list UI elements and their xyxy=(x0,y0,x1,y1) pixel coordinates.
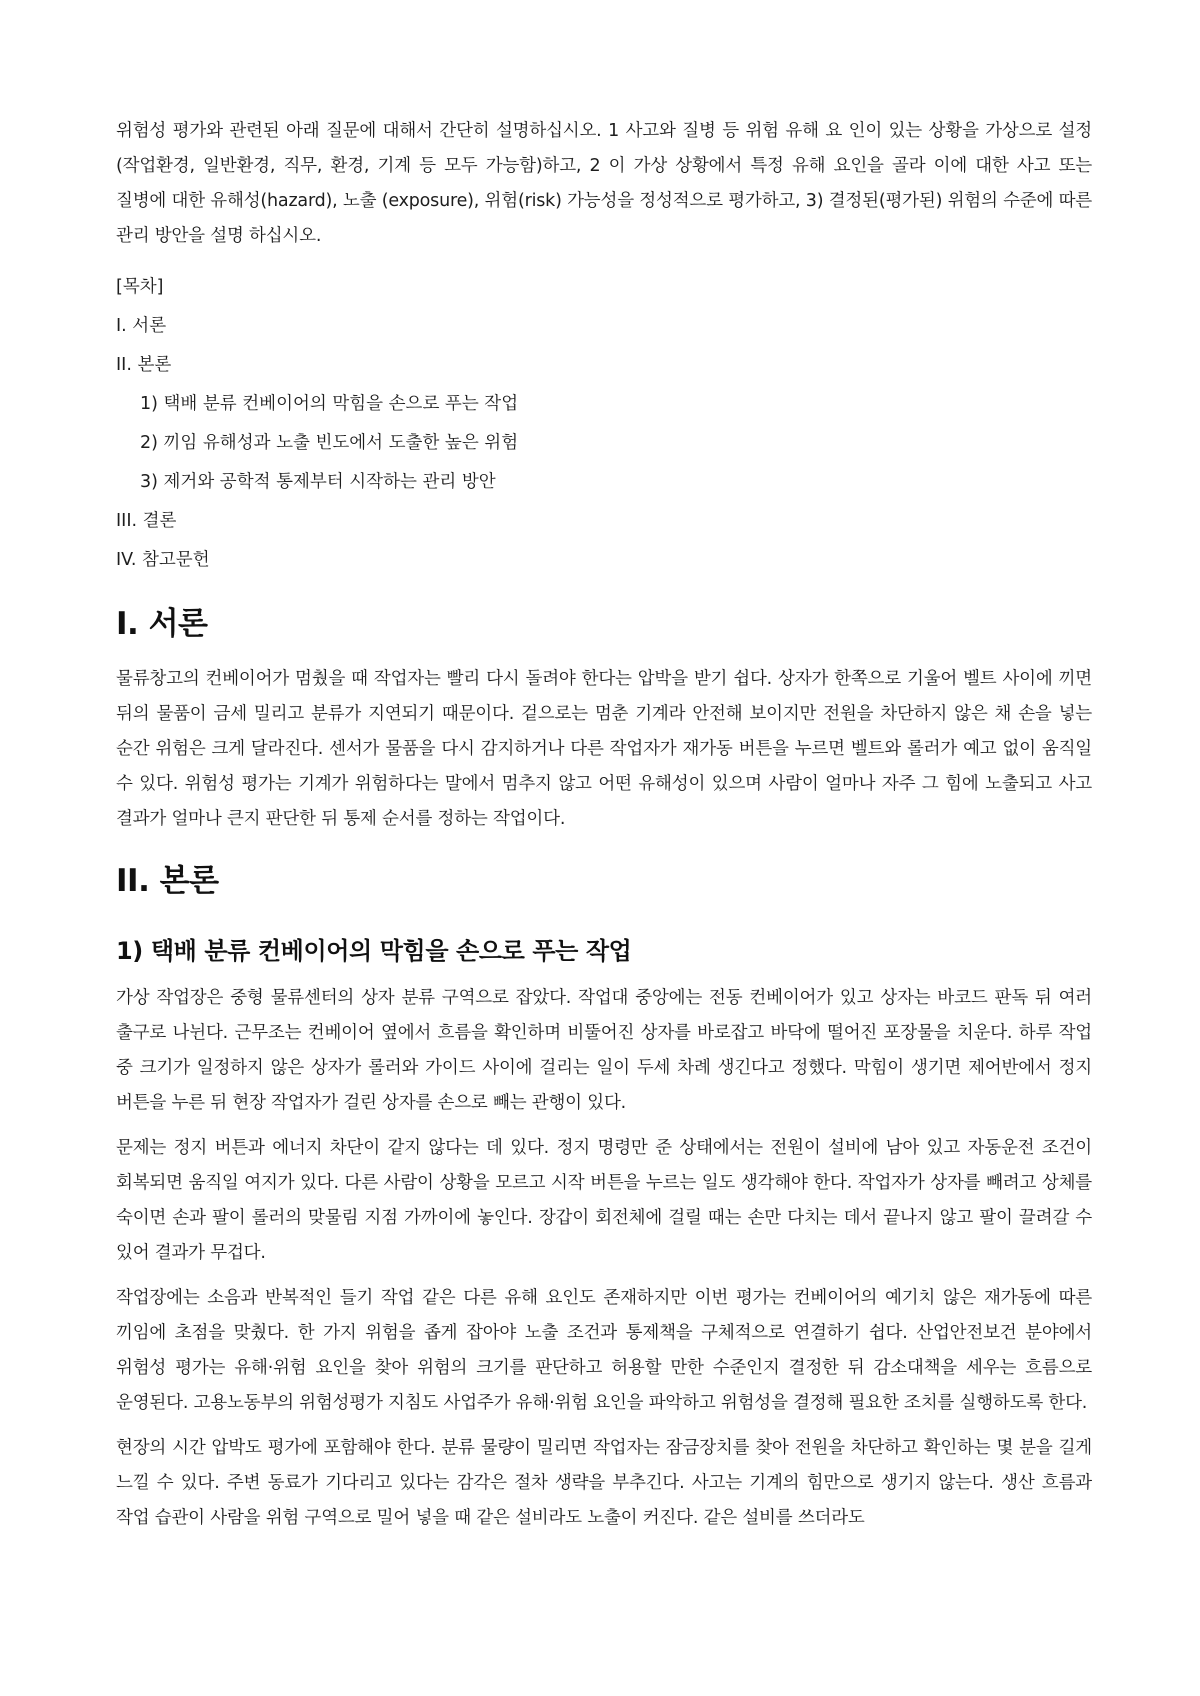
table-of-contents xyxy=(116,268,1092,580)
toc-item-references: IV. 참고문헌 xyxy=(116,550,210,570)
body-subheading-1: 1) 택배 분류 컨베이어의 막힘을 손으로 푸는 작업 xyxy=(116,937,632,965)
toc-item-body-3: 3) 제거와 공학적 통제부터 시작하는 관리 방안 xyxy=(140,472,496,492)
intro-paragraph: 물류창고의 컨베이어가 멈췄을 때 작업자는 빨리 다시 돌려야 한다는 압박을 받기 쉽다. 상자가 한쪽으로 기울어 벨트 사이에 끼면 뒤의 물품이 금세 밀리고 분류가 지연되기 때문이다. 겉으로는 멈춘 기계라 안전해 보이지만 전원을 차단하지 않은 채 손을 넣는 순간 위험은 크게 달라진다. 센서가 물품을 다시 감지하거나 다른 작업자가 재가동 버튼을 누르면 벨트와 롤러가 예고 없이 움직일 수 있다. 위험성 평가는 기계가 위험하다는 말에서 멈추지 않고 어떤 유해성이 있으며 사람이 얼마나 자주 그 힘에 노출되고 사고 결과가 얼마나 큰지 판단한 뒤 통제 순서를 정하는 작업이다. xyxy=(116,669,1092,829)
body-paragraph: 문제는 정지 버튼과 에너지 차단이 같지 않다는 데 있다. 정지 명령만 준 상태에서는 전원이 설비에 남아 있고 자동운전 조건이 회복되면 움직일 여지가 있다. 다른 사람이 상황을 모르고 시작 버튼을 누르는 일도 생각해야 한다. 작업자가 상자를 빼려고 상체를 숙이면 손과 팔이 롤러의 맞물림 지점 가까이에 놓인다. 장갑이 회전체에 걸릴 때는 손만 다치는 데서 끝나지 않고 팔이 끌려갈 수 있어 결과가 무겁다. xyxy=(116,1138,1092,1263)
toc-list xyxy=(116,307,1092,580)
toc-item-body: II. 본론 xyxy=(116,355,172,375)
body-paragraph: 현장의 시간 압박도 평가에 포함해야 한다. 분류 물량이 밀리면 작업자는 잠금장치를 찾아 전원을 차단하고 확인하는 몇 분을 길게 느낄 수 있다. 주변 동료가 기다리고 있다는 감각은 절차 생략을 부추긴다. 사고는 기계의 힘만으로 생기지 않는다. 생산 흐름과 작업 습관이 사람을 위험 구역으로 밀어 넣을 때 같은 설비라도 노출이 커진다. 같은 설비를 쓰더라도 xyxy=(116,1438,1092,1528)
toc-item-conclusion: III. 결론 xyxy=(116,511,177,531)
document-page xyxy=(116,114,1092,1546)
body-heading: II. 본론 xyxy=(116,863,219,899)
toc-item-body-1: 1) 택배 분류 컨베이어의 막힘을 손으로 푸는 작업 xyxy=(140,394,519,414)
toc-title: [목차] xyxy=(116,277,164,297)
body-paragraph: 작업장에는 소음과 반복적인 들기 작업 같은 다른 유해 요인도 존재하지만 이번 평가는 컨베이어의 예기치 않은 재가동에 따른 끼임에 초점을 맞췄다. 한 가지 위험을 좁게 잡아야 노출 조건과 통제책을 구체적으로 연결하기 쉽다. 산업안전보건 분야에서 위험성 평가는 유해·위험 요인을 찾아 위험의 크기를 판단하고 허용할 만한 수준인지 결정한 뒤 감소대책을 세우는 흐름으로 운영된다. 고용노동부의 위험성평가 지침도 사업주가 유해·위험 요인을 파악하고 위험성을 결정해 필요한 조치를 실행하도록 한다. xyxy=(116,1288,1092,1413)
body-section xyxy=(116,861,1092,1536)
question-text: 위험성 평가와 관련된 아래 질문에 대해서 간단히 설명하십시오. 1 사고와 질병 등 위험 유해 요 인이 있는 상황을 가상으로 설정(작업환경, 일반환경, 직무, 환경, 기계 등 모두 가능함)하고, 2 이 가상 상황에서 특정 유해 요인을 골라 이에 대한 사고 또는 질병에 대한 유해성(hazard), 노출 (exposure), 위험(risk) 가능성을 정성적으로 평가하고, 3) 결정된(평가된) 위험의 수준에 따른 관리 방안을 설명 하십시오. xyxy=(116,121,1092,246)
body-paragraph: 가상 작업장은 중형 물류센터의 상자 분류 구역으로 잡았다. 작업대 중앙에는 전동 컨베이어가 있고 상자는 바코드 판독 뒤 여러 출구로 나뉜다. 근무조는 컨베이어 옆에서 흐름을 확인하며 비뚤어진 상자를 바로잡고 바닥에 떨어진 포장물을 치운다. 하루 작업 중 크기가 일정하지 않은 상자가 롤러와 가이드 사이에 걸리는 일이 두세 차례 생긴다고 정했다. 막힘이 생기면 제어반에서 정지 버튼을 누른 뒤 현장 작업자가 걸린 상자를 손으로 빼는 관행이 있다. xyxy=(116,988,1092,1113)
toc-item-intro: I. 서론 xyxy=(116,316,167,336)
toc-item-body-2: 2) 끼임 유해성과 노출 빈도에서 도출한 높은 위험 xyxy=(140,433,519,453)
intro-heading: I. 서론 xyxy=(116,606,208,642)
intro-section xyxy=(116,604,1092,837)
